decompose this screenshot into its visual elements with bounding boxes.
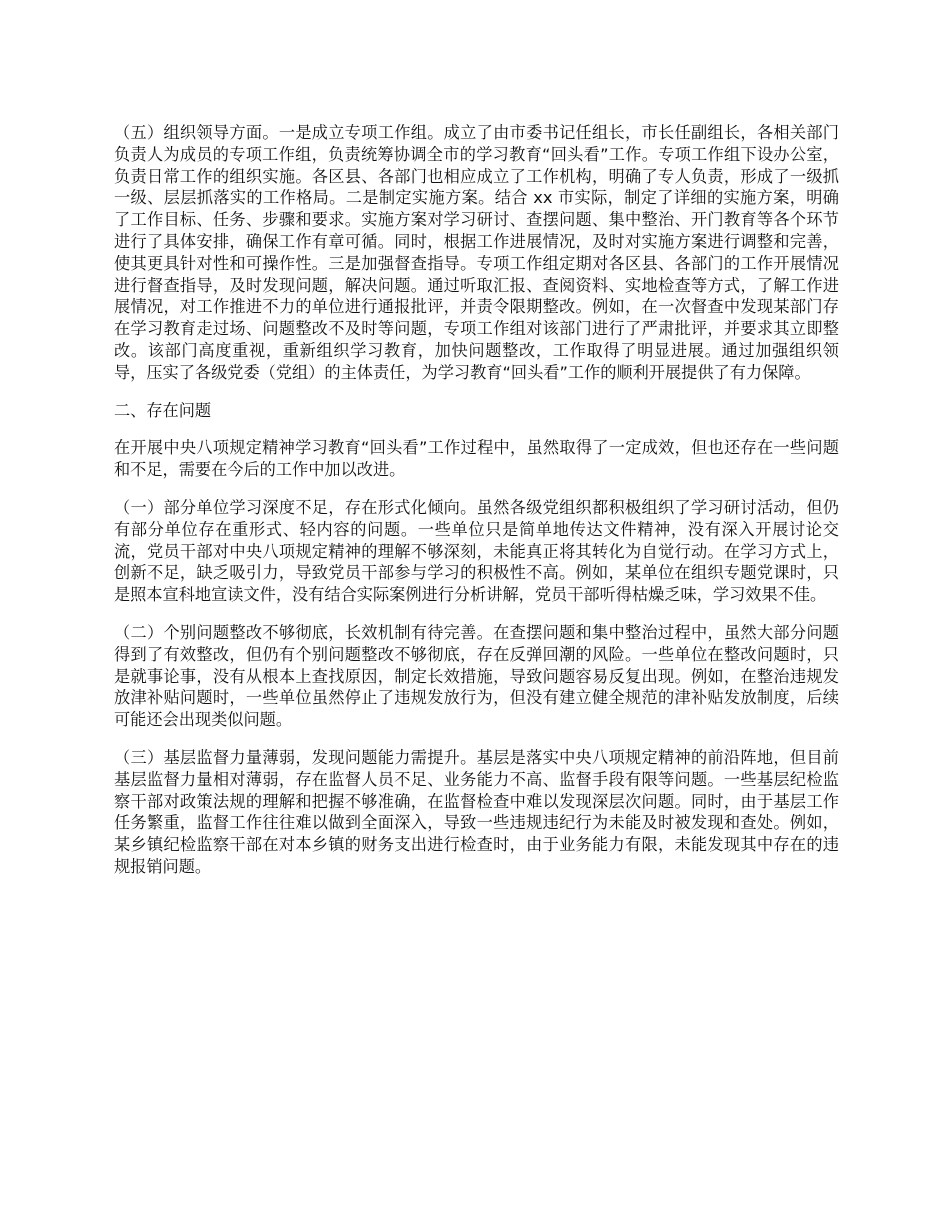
- paragraph-problem-2: （二）个别问题整改不够彻底，长效机制有待完善。在查摆问题和集中整治过程中，虽然大部分问题得到了有效整改，但仍有个别问题整改不够彻底，存在反弹回潮的风险。一些单位在整改问题时，只是就事论事，没有从根本上查找原因，制定长效措施，导致问题容易反复出现。例如，在整治违规发放津补贴问题时，一些单位虽然停止了违规发放行为，但没有建立健全规范的津补贴发放制度，后续可能还会出现类似问题。: [114, 622, 839, 730]
- paragraph-problem-3: （三）基层监督力量薄弱，发现问题能力需提升。基层是落实中央八项规定精神的前沿阵地，但目前基层监督力量相对薄弱，存在监督人员不足、业务能力不高、监督手段有限等问题。一些基层纪检监察干部对政策法规的理解和把握不够准确，在监督检查中难以发现深层次问题。同时，由于基层工作任务繁重，监督工作往往难以做到全面深入，导致一些违规违纪行为未能及时被发现和查处。例如，某乡镇纪检监察干部在对本乡镇的财务支出进行检查时，由于业务能力有限，未能发现其中存在的违规报销问题。: [114, 747, 839, 876]
- paragraph-problem-1: （一）部分单位学习深度不足，存在形式化倾向。虽然各级党组织都积极组织了学习研讨活动，但仍有部分单位存在重形式、轻内容的问题。一些单位只是简单地传达文件精神，没有深入开展讨论交流，党员干部对中央八项规定精神的理解不够深刻，未能真正将其转化为自觉行动。在学习方式上，创新不足，缺乏吸引力，导致党员干部参与学习的积极性不高。例如，某单位在组织专题党课时，只是照本宣科地宣读文件，没有结合实际案例进行分析讲解，党员干部听得枯燥乏味，学习效果不佳。: [114, 497, 839, 605]
- paragraph-organization-leadership: （五）组织领导方面。一是成立专项工作组。成立了由市委书记任组长，市长任副组长，各相关部门负责人为成员的专项工作组，负责统筹协调全市的学习教育“回头看”工作。专项工作组下设办公室，负责日常工作的组织实施。各区县、各部门也相应成立了工作机构，明确了专人负责，形成了一级抓一级、层层抓落实的工作格局。二是制定实施方案。结合 xx 市实际，制定了详细的实施方案，明确了工作目标、任务、步骤和要求。实施方案对学习研讨、查摆问题、集中整治、开门教育等各个环节进行了具体安排，确保工作有章可循。同时，根据工作进展情况，及时对实施方案进行调整和完善，使其更具针对性和可操作性。三是加强督查指导。专项工作组定期对各区县、各部门的工作开展情况进行督查指导，及时发现问题，解决问题。通过听取汇报、查阅资料、实地检查等方式，了解工作进展情况，对工作推进不力的单位进行通报批评，并责令限期整改。例如，在一次督查中发现某部门存在学习教育走过场、问题整改不及时等问题，专项工作组对该部门进行了严肃批评，并要求其立即整改。该部门高度重视，重新组织学习教育，加快问题整改，工作取得了明显进展。通过加强组织领导，压实了各级党委（党组）的主体责任，为学习教育“回头看”工作的顺利开展提供了有力保障。: [114, 123, 839, 382]
- document-body: [114, 122, 839, 894]
- section-heading-existing-problems: 二、存在问题: [114, 400, 212, 420]
- paragraph-problems-intro: 在开展中央八项规定精神学习教育“回头看”工作过程中，虽然取得了一定成效，但也还存在一些问题和不足，需要在今后的工作中加以改进。: [114, 438, 839, 480]
